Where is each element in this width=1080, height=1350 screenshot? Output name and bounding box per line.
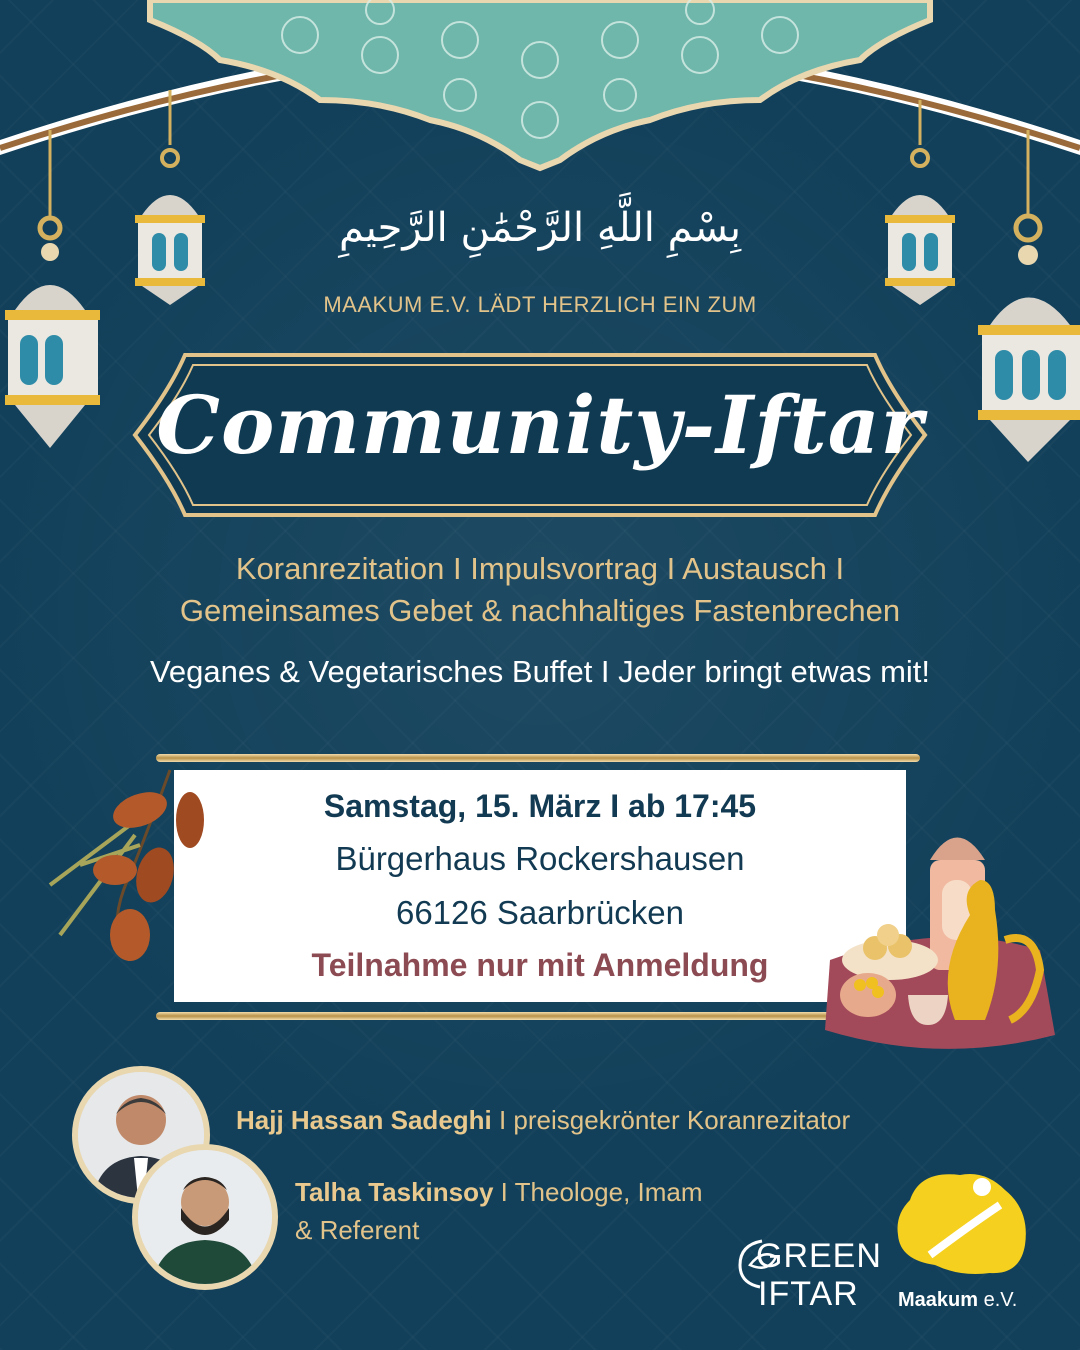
program-line-1: Koranrezitation I Impulsvortrag I Austausch I (235, 551, 845, 586)
gold-rail-top (156, 754, 920, 762)
lantern-left-small (130, 90, 215, 310)
speaker-1-name: Hajj Hassan Sadeghi (236, 1105, 492, 1135)
maakum-logo (890, 1165, 1040, 1315)
speaker-2-role: I Theologe, Imam (493, 1177, 703, 1207)
invitation-line: MAAKUM E.V. LÄDT HERZLICH EIN ZUM (323, 292, 757, 317)
speaker-2-avatar (132, 1144, 278, 1290)
program-text (0, 548, 1080, 632)
registration-note: Teilnahme nur mit Anmeldung (311, 947, 769, 983)
maakum-logo-mark (890, 1165, 1040, 1285)
gold-rail-bottom (156, 1012, 920, 1020)
maakum-name: Maakum (898, 1289, 979, 1311)
green-iftar-logo (732, 1235, 882, 1315)
event-title: Community-Iftar (156, 378, 924, 472)
buffet-note: Veganes & Vegetarisches Buffet I Jeder bringt etwas mit! (149, 654, 931, 689)
iftar-food-illustration (820, 820, 1060, 1060)
event-details-box (174, 770, 906, 1002)
green-iftar-line1: GREEN (756, 1237, 882, 1275)
maakum-logo-text (898, 1289, 1017, 1312)
speaker-2-portrait (138, 1150, 272, 1284)
maakum-suffix: e.V. (978, 1289, 1018, 1311)
program-line-2: Gemeinsames Gebet & nachhaltiges Fastenbrechen (179, 593, 901, 628)
event-date-time: Samstag, 15. März I ab 17:45 (323, 788, 757, 824)
event-venue: Bürgerhaus Rockershausen (335, 840, 745, 877)
arabic-header: بِسْمِ اللَّهِ الرَّحْمَٰنِ الرَّحِيمِ (338, 205, 742, 251)
speaker-2-name: Talha Taskinsoy (295, 1177, 494, 1207)
speaker-2-info (295, 1173, 703, 1249)
speaker-1-role: I preisgekrönter Koranrezitator (491, 1105, 851, 1135)
speaker-1-info (236, 1101, 850, 1139)
green-iftar-line2: IFTAR (758, 1275, 859, 1313)
speaker-2-role-line2: & Referent (295, 1215, 420, 1245)
event-city: 66126 Saarbrücken (395, 894, 685, 931)
dates-branch-illustration (40, 765, 210, 965)
